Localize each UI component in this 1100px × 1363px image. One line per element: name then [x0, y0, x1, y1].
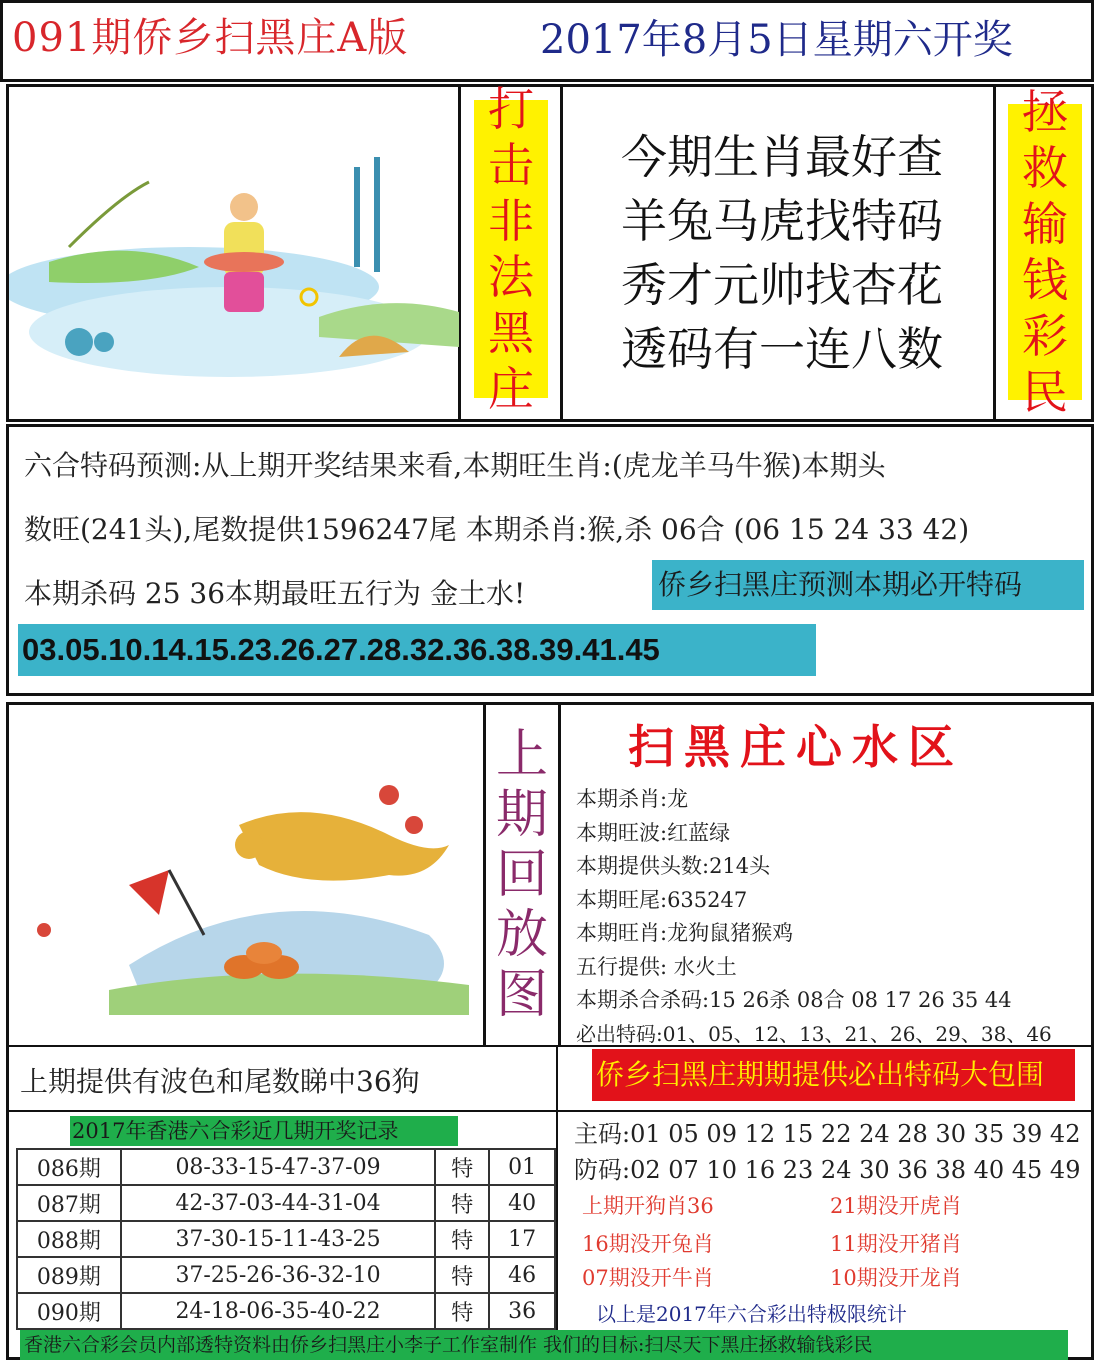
heart-item: 本期杀合杀码:15 26杀 08合 08 17 26 35 44: [576, 988, 1012, 1012]
main-codes: 主码:01 05 09 12 15 22 24 28 30 35 39 42: [574, 1120, 1081, 1148]
replay-char: 回: [495, 845, 548, 905]
header-bar: [0, 0, 1094, 82]
defense-codes: 防码:02 07 10 16 23 24 30 36 38 40 45 49: [574, 1156, 1081, 1184]
last-period-replay-label: [483, 705, 561, 1045]
te-cell: 特: [435, 1185, 489, 1221]
records-table: [16, 1148, 556, 1330]
replay-char: 上: [495, 725, 548, 785]
table-row: [17, 1185, 555, 1221]
special-cell: 17: [489, 1221, 555, 1257]
records-title-box: [70, 1116, 458, 1146]
numbers-cell: 08-33-15-47-37-09: [121, 1149, 436, 1185]
divider-vertical: [556, 1047, 558, 1360]
numbers-cell: 37-25-26-36-32-10: [121, 1257, 436, 1293]
stat-item: 10期没开龙肖: [830, 1266, 962, 1290]
poem-line: 透码有一连八数: [621, 322, 943, 376]
banner-char: 彩: [1022, 309, 1068, 363]
banner-char: 救: [1022, 141, 1068, 195]
table-row: [17, 1293, 555, 1329]
period-cell: 089期: [17, 1257, 121, 1293]
divider: [9, 1110, 1091, 1112]
replay-char: 放: [495, 905, 548, 965]
period-cell: 087期: [17, 1185, 121, 1221]
weasel-picture: [9, 705, 483, 1045]
period-cell: 090期: [17, 1293, 121, 1329]
poem-line: 羊兔马虎找特码: [621, 194, 943, 248]
footer-text: 香港六合彩会员内部透特资料由侨乡扫黑庄小李子工作室制作 我们的目标:扫尽天下黑庄拯救输钱彩民: [24, 1334, 873, 1356]
table-row: [17, 1149, 555, 1185]
replay-char: 图: [495, 965, 548, 1025]
weasel-illustration: [9, 705, 483, 1045]
last-hit-text: 上期提供有波色和尾数睇中36狗: [20, 1065, 420, 1098]
records-title: 2017年香港六合彩近几期开奖记录: [72, 1119, 399, 1143]
te-cell: 特: [435, 1257, 489, 1293]
banner-char: 击: [488, 138, 534, 192]
stats-note: 以上是2017年六合彩出特极限统计: [596, 1302, 907, 1326]
footer-bar: [20, 1330, 1068, 1360]
banner-char: 拯: [1022, 85, 1068, 139]
issue-title: 091期侨乡扫黑庄A版: [12, 15, 409, 61]
banner-char: 钱: [1022, 253, 1068, 307]
stat-item: 上期开狗肖36: [582, 1194, 714, 1218]
period-cell: 086期: [17, 1149, 121, 1185]
poem-panel: [560, 87, 996, 419]
te-cell: 特: [435, 1293, 489, 1329]
banner-char: 黑: [488, 306, 534, 360]
replay-char: 期: [495, 785, 548, 845]
te-cell: 特: [435, 1221, 489, 1257]
heart-tips-title: 扫黑庄心水区: [628, 720, 964, 774]
poem-line: 今期生肖最好查: [621, 130, 943, 184]
special-cell: 36: [489, 1293, 555, 1329]
te-cell: 特: [435, 1149, 489, 1185]
special-cell: 01: [489, 1149, 555, 1185]
banner-char: 法: [488, 250, 534, 304]
heart-item: 本期旺肖:龙狗鼠猪猴鸡: [576, 921, 794, 945]
banner-char: 民: [1022, 365, 1068, 419]
big-bundle-text: 侨乡扫黑庄期期提供必出特码大包围: [596, 1058, 1045, 1091]
heart-item: 本期旺尾:635247: [576, 887, 748, 912]
draw-date: 2017年8月5日星期六开奖: [540, 17, 1013, 63]
heart-item: 本期提供头数:214头: [576, 854, 771, 878]
numbers-cell: 24-18-06-35-40-22: [121, 1293, 436, 1329]
prediction-line-3: 本期杀码 25 36本期最旺五行为 金土水!: [24, 577, 526, 610]
must-open-numbers: 03.05.10.14.15.23.26.27.28.32.36.38.39.41.45: [22, 632, 660, 667]
must-open-numbers-box: [18, 624, 816, 676]
special-cell: 46: [489, 1257, 555, 1293]
stat-item: 16期没开兔肖: [582, 1232, 714, 1256]
heart-item: 本期杀肖:龙: [576, 787, 689, 811]
heart-tips-panel: [564, 705, 1091, 1045]
banner-char: 非: [488, 194, 534, 248]
special-cell: 40: [489, 1185, 555, 1221]
stat-item: 07期没开牛肖: [582, 1266, 714, 1290]
stat-item: 11期没开猪肖: [830, 1232, 962, 1256]
big-bundle-banner: [592, 1049, 1075, 1101]
stat-item: 21期没开虎肖: [830, 1194, 962, 1218]
must-open-title: 侨乡扫黑庄预测本期必开特码: [658, 568, 1023, 601]
fisherman-illustration: [9, 87, 461, 419]
banner-save-players: [1008, 85, 1082, 419]
period-cell: 088期: [17, 1221, 121, 1257]
banner-char: 输: [1022, 197, 1068, 251]
poem-line: 秀才元帅找杏花: [621, 258, 943, 312]
banner-char: 庄: [488, 362, 534, 416]
banner-fight-illegal: [474, 82, 548, 416]
numbers-cell: 42-37-03-44-31-04: [121, 1185, 436, 1221]
prediction-line-1: 六合特码预测:从上期开奖结果来看,本期旺生肖:(虎龙羊马牛猴)本期头: [24, 449, 886, 482]
table-row: [17, 1257, 555, 1293]
banner-char: 打: [488, 82, 534, 136]
divider: [9, 1045, 1091, 1047]
heart-item: 本期旺波:红蓝绿: [576, 820, 731, 845]
table-row: [17, 1221, 555, 1257]
heart-item: 五行提供: 水火土: [576, 954, 737, 979]
heart-item: 必出特码:01、05、12、13、21、26、29、38、46: [576, 1021, 1052, 1046]
fisherman-picture: [9, 87, 461, 419]
prediction-line-2: 数旺(241头),尾数提供1596247尾 本期杀肖:猴,杀 06合 (06 15 24 33 42): [24, 513, 970, 546]
numbers-cell: 37-30-15-11-43-25: [121, 1221, 436, 1257]
must-open-title-box: [652, 560, 1084, 610]
